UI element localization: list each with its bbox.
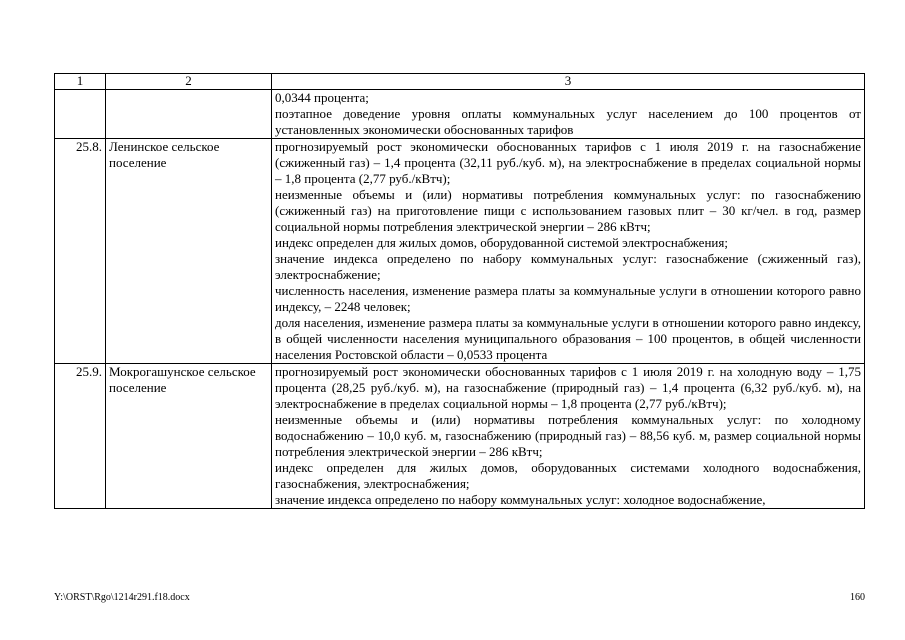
- column-header-2: 2: [106, 74, 272, 90]
- row-description: [272, 364, 865, 509]
- description-paragraph: неизменные объемы и (или) нормативы потребления коммунальных услуг: по холодному водоснабжению – 10,0 куб. м, газоснабжению (природный газ) – 88,56 куб. м, размер социальной нормы потребления электрической энергии – 286 кВтч;: [275, 412, 861, 459]
- tariff-index-table: [54, 73, 865, 509]
- row-number: 25.8.: [55, 139, 106, 364]
- description-paragraph: прогнозируемый рост экономически обоснованных тарифов с 1 июля 2019 г. на холодную воду – 1,75 процента (28,25 руб./куб. м), на газоснабжение (природный газ) – 1,4 процента (6,32 руб./куб. м), на электроснабжение в пределах социальной нормы – 1,8 процента (2,77 руб./кВтч);: [275, 364, 861, 411]
- description-paragraph: значение индекса определено по набору коммунальных услуг: газоснабжение (сжиженный газ), электроснабжение;: [275, 251, 861, 282]
- description-paragraph: численность населения, изменение размера платы за коммунальные услуги в отношении которого равно индексу, – 2248 человек;: [275, 283, 861, 314]
- description-paragraph: 0,0344 процента;: [275, 90, 369, 105]
- description-paragraph: прогнозируемый рост экономически обоснованных тарифов с 1 июля 2019 г. на газоснабжение (сжиженный газ) – 1,4 процента (32,11 руб./куб. м), на электроснабжение в пределах социальной нормы – 1,8 процента (2,77 руб./кВтч);: [275, 139, 861, 186]
- table-header-row: [55, 74, 865, 90]
- row-description: [272, 90, 865, 139]
- column-header-3: 3: [272, 74, 865, 90]
- description-paragraph: индекс определен для жилых домов, оборудованной системой электроснабжения;: [275, 235, 728, 250]
- settlement-name: Мокрогашунское сельское поселение: [106, 364, 272, 509]
- table-row: [55, 90, 865, 139]
- table-row: [55, 139, 865, 364]
- row-description: [272, 139, 865, 364]
- settlement-name: [106, 90, 272, 139]
- description-paragraph: неизменные объемы и (или) нормативы потребления коммунальных услуг: по газоснабжению (сжиженный газ) на приготовление пищи с использованием газовых плит – 30 кг/чел. в год, размер социальной нормы потребления электрической энергии – 286 кВтч;: [275, 187, 861, 234]
- row-number: [55, 90, 106, 139]
- description-paragraph: поэтапное доведение уровня оплаты коммунальных услуг населением до 100 процентов от установленных экономически обоснованных тарифов: [275, 106, 861, 137]
- description-paragraph: доля населения, изменение размера платы за коммунальные услуги в отношении которого равно индексу, в общей численности населения муниципального образования – 100 процентов, в общей численности населения Ростовской области – 0,0533 процента: [275, 315, 861, 362]
- description-paragraph: значение индекса определено по набору коммунальных услуг: холодное водоснабжение,: [275, 492, 766, 507]
- column-header-1: 1: [55, 74, 106, 90]
- description-paragraph: индекс определен для жилых домов, оборудованных системами холодного водоснабжения, газоснабжения, электроснабжения;: [275, 460, 861, 491]
- settlement-name: Ленинское сельское поселение: [106, 139, 272, 364]
- table-row: [55, 364, 865, 509]
- row-number: 25.9.: [55, 364, 106, 509]
- footer-page-number: 160: [850, 592, 865, 603]
- footer-file-path: Y:\ORST\Rgo\1214r291.f18.docx: [54, 592, 190, 603]
